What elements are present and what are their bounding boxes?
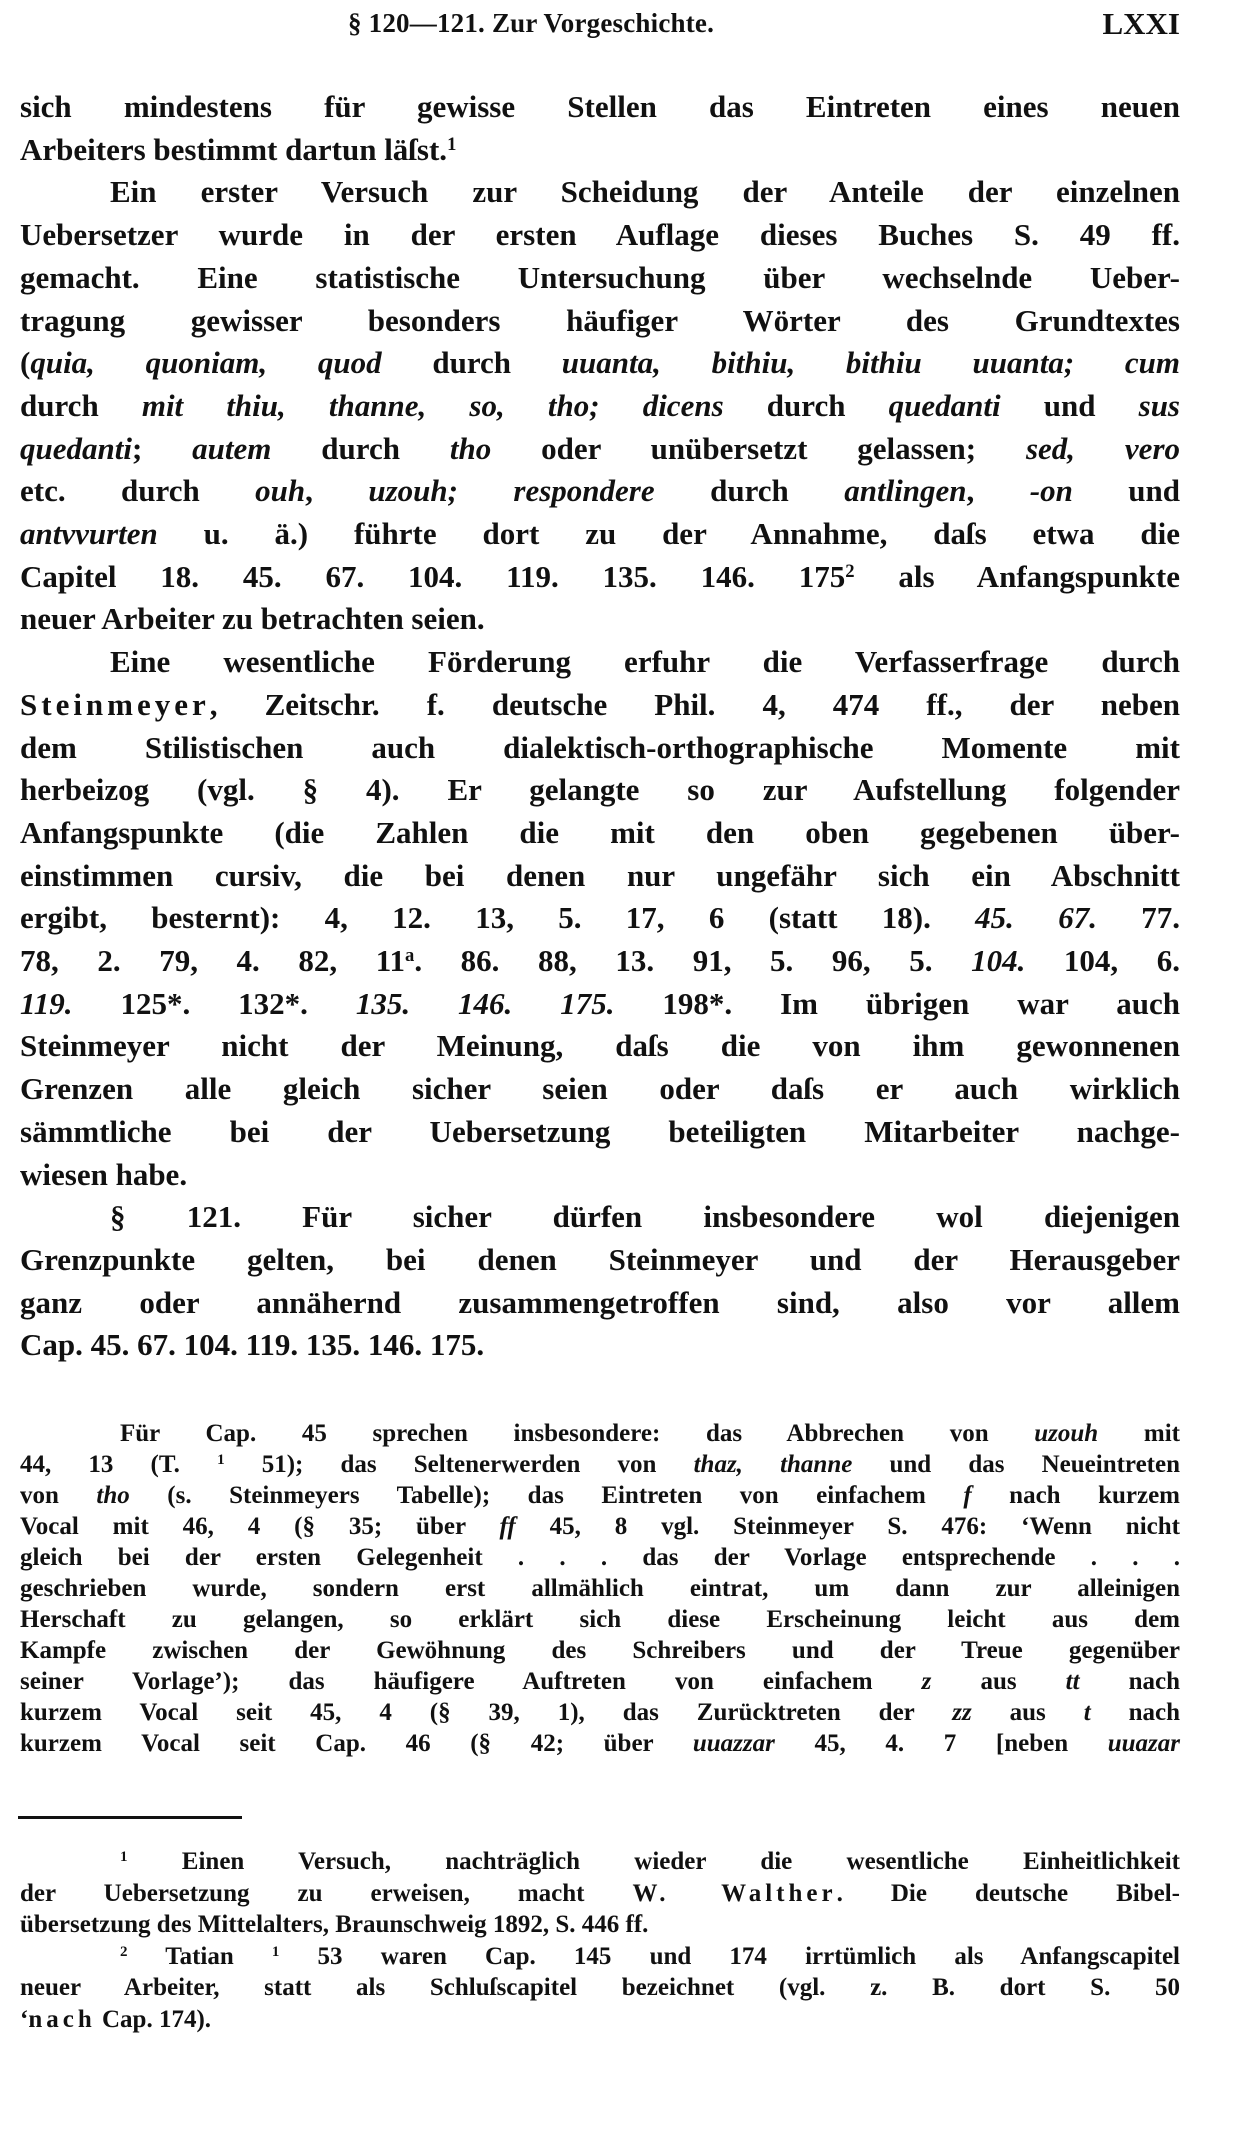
text-run: 45, 4. 7 [neben bbox=[774, 1730, 1108, 1757]
text-run: herbeizog (vgl. § 4). Er gelangte so zur Aufstellung folgender bbox=[20, 772, 1180, 808]
text-run: von bbox=[20, 1482, 97, 1509]
text-run: Eine wesentliche Förderung erfuhr die Verfasserfrage durch bbox=[110, 644, 1180, 680]
footnote-line bbox=[20, 2004, 1180, 2036]
text-run: seiner Vorlage’); das häufigere Auftreten von einfachem bbox=[20, 1668, 922, 1695]
italic-text: tho bbox=[96, 1482, 130, 1509]
text-run: durch bbox=[381, 345, 562, 381]
running-head-title: § 120—121. Zur Vorgeschichte. bbox=[348, 8, 715, 38]
body-line bbox=[20, 257, 1180, 299]
body-line bbox=[20, 684, 1180, 726]
text-run: aus bbox=[931, 1668, 1066, 1695]
italic-text: 45. 67. bbox=[975, 900, 1097, 936]
italic-text: zz bbox=[952, 1699, 972, 1726]
body-line bbox=[20, 171, 1180, 213]
body-line bbox=[20, 513, 1180, 555]
italic-text: z bbox=[921, 1668, 932, 1695]
text-run: Capitel 18. 45. 67. 104. 119. 135. 146. 175 bbox=[20, 558, 846, 594]
text-run: Steinmeyer nicht der Meinung, daſs die von ihm gewonnenen bbox=[20, 1028, 1180, 1064]
page-number: LXXI bbox=[1102, 6, 1180, 41]
footnote-marker: a bbox=[405, 944, 415, 966]
text-run: 104, 6. bbox=[1025, 943, 1180, 978]
small-print-line bbox=[20, 1542, 1180, 1574]
italic-text: sed, vero bbox=[1025, 430, 1181, 466]
text-run: Anfangspunkte (die Zahlen die mit den oben gegebenen über- bbox=[20, 814, 1180, 850]
footnote-marker: 1 bbox=[120, 1848, 128, 1865]
text-run: wiesen habe. bbox=[20, 1156, 188, 1192]
spaced-name: nach bbox=[28, 2005, 96, 2033]
small-print-line bbox=[20, 1604, 1180, 1636]
text-run: Tatian bbox=[127, 1942, 272, 1970]
footnote-line bbox=[20, 1909, 1180, 1941]
body-line bbox=[20, 769, 1180, 811]
italic-text: 104. bbox=[971, 943, 1026, 978]
text-run: neuer Arbeiter, statt als Schluſscapitel bezeichnet (vgl. z. B. dort S. 50 bbox=[20, 1974, 1180, 2001]
footnote-marker: 2 bbox=[845, 560, 855, 582]
body-line bbox=[20, 641, 1180, 683]
text-run: und bbox=[1000, 387, 1139, 423]
small-print-line bbox=[20, 1418, 1180, 1450]
text-run: geschrieben wurde, sondern erst allmählich eintrat, um dann zur alleinigen bbox=[20, 1575, 1180, 1602]
text-run: kurzem Vocal seit Cap. 46 (§ 42; über bbox=[20, 1730, 693, 1757]
body-line bbox=[20, 812, 1180, 854]
footnote-line bbox=[20, 1878, 1180, 1910]
text-run: 125*. 132*. bbox=[72, 985, 356, 1021]
text-run: und bbox=[1072, 473, 1180, 509]
text-run: Herschaft zu gelangen, so erklärt sich diese Erscheinung leicht aus dem bbox=[20, 1606, 1180, 1633]
small-print-line bbox=[20, 1573, 1180, 1605]
text-run: 44, 13 (T. bbox=[20, 1451, 218, 1478]
text-run: ergibt, besternt): 4, 12. 13, 5. 17, 6 (statt 18). bbox=[20, 900, 976, 936]
small-print-line bbox=[20, 1449, 1180, 1481]
text-run: Cap. 45. 67. 104. 119. 135. 146. 175. bbox=[20, 1327, 485, 1363]
text-run: einstimmen cursiv, die bei denen nur ungefähr sich ein Abschnitt bbox=[20, 857, 1180, 893]
italic-text: antlingen bbox=[844, 473, 967, 509]
text-run: ganz oder annähernd zusammengetroffen sind, also vor allem bbox=[20, 1284, 1180, 1320]
italic-text: sus bbox=[1138, 387, 1180, 423]
body-line bbox=[20, 1282, 1180, 1324]
body-line bbox=[20, 300, 1180, 342]
text-run: dem Stilistischen auch dialektisch-orthographische Momente mit bbox=[20, 729, 1180, 765]
italic-text: 119. bbox=[20, 985, 73, 1021]
italic-text: quedanti bbox=[20, 430, 132, 466]
body-line bbox=[20, 342, 1180, 384]
small-print-line bbox=[20, 1666, 1180, 1698]
small-print-line bbox=[20, 1480, 1180, 1512]
text-run: als Anfangspunkte bbox=[854, 558, 1180, 594]
text-run: ( bbox=[20, 345, 31, 381]
text-run: übersetzung des Mittelalters, Braunschweig 1892, S. 446 ff. bbox=[20, 1911, 649, 1938]
body-line bbox=[20, 385, 1180, 427]
text-run: durch bbox=[271, 430, 450, 466]
spaced-name: Steinmeyer bbox=[20, 686, 210, 722]
text-run: gleich bei der ersten Gelegenheit . . . das der Vorlage entsprechende . . . bbox=[20, 1544, 1180, 1571]
italic-text: ouh bbox=[255, 473, 306, 509]
text-run: 77. bbox=[1096, 900, 1181, 936]
text-run: und das Neueintreten bbox=[852, 1451, 1180, 1478]
body-line bbox=[20, 1025, 1180, 1067]
text-run: , bbox=[305, 473, 369, 509]
text-run: Grenzpunkte gelten, bei denen Steinmeyer und der Herausgeber bbox=[20, 1241, 1180, 1277]
footnote-line bbox=[20, 1972, 1180, 2004]
body-line bbox=[20, 983, 1180, 1025]
footnote-marker: 1 bbox=[271, 1943, 280, 1960]
italic-text: quedanti bbox=[888, 387, 1001, 423]
footnote-line bbox=[20, 1846, 1180, 1878]
text-run: (s. Steinmeyers Tabelle); das Eintreten von einfachem bbox=[129, 1482, 964, 1509]
text-run: 45, 8 vgl. Steinmeyer S. 476: ‘Wenn nicht bbox=[515, 1513, 1180, 1540]
text-run: ‘ bbox=[20, 2005, 29, 2033]
body-line bbox=[20, 86, 1180, 128]
italic-text: -on bbox=[1029, 473, 1073, 509]
text-run: etc. durch bbox=[20, 473, 256, 509]
body-line bbox=[20, 598, 1180, 640]
running-head bbox=[0, 8, 1244, 48]
italic-text: t bbox=[1083, 1699, 1091, 1726]
small-print-line bbox=[20, 1635, 1180, 1667]
text-run: 78, 2. 79, 4. 82, 11 bbox=[20, 943, 406, 978]
text-run: mit bbox=[1098, 1420, 1180, 1447]
text-run: . Die deutsche Bibel- bbox=[836, 1879, 1180, 1907]
text-run: Grenzen alle gleich sicher seien oder daſs er auch wirklich bbox=[20, 1071, 1180, 1107]
text-run: § 121. Für sicher dürfen insbesondere wol diejenigen bbox=[110, 1199, 1180, 1235]
italic-text: autem bbox=[192, 430, 272, 466]
italic-text: uuanta, bithiu, bithiu uuanta; cum bbox=[561, 345, 1181, 381]
italic-text: quia, quoniam, quod bbox=[30, 345, 382, 381]
italic-text: antvvurten bbox=[20, 516, 158, 551]
body-line bbox=[20, 1196, 1180, 1238]
italic-text: 135. 146. 175. bbox=[355, 985, 615, 1021]
text-run: nach bbox=[1090, 1699, 1181, 1726]
text-run: 51); das Seltenerwerden von bbox=[224, 1451, 694, 1478]
body-line bbox=[20, 1324, 1180, 1366]
text-run: Kampfe zwischen der Gewöhnung des Schreibers und der Treue gegenüber bbox=[20, 1637, 1180, 1664]
body-line bbox=[20, 1154, 1180, 1196]
body-line bbox=[20, 428, 1180, 470]
text-run: nach bbox=[1079, 1668, 1181, 1695]
text-run: Uebersetzer wurde in der ersten Auflage dieses Buches S. 49 ff. bbox=[20, 217, 1180, 253]
body-line bbox=[20, 556, 1180, 598]
text-run: kurzem Vocal seit 45, 4 (§ 39, 1), das Zurücktreten der bbox=[20, 1699, 953, 1726]
body-line bbox=[20, 214, 1180, 256]
text-run: durch bbox=[723, 387, 889, 423]
footnote-rule bbox=[18, 1816, 242, 1819]
body-line bbox=[20, 470, 1180, 512]
body-line bbox=[20, 855, 1180, 897]
text-run: Ein erster Versuch zur Scheidung der Anteile der einzelnen bbox=[110, 174, 1180, 210]
text-run: , Zeitschr. f. deutsche Phil. 4, 474 ff., der neben bbox=[209, 686, 1180, 722]
italic-text: tho bbox=[449, 430, 492, 466]
footnote-marker: 1 bbox=[217, 1451, 225, 1468]
small-print-line bbox=[20, 1728, 1180, 1760]
text-run: gemacht. Eine statistische Untersuchung über wechselnde Ueber- bbox=[20, 259, 1180, 295]
body-line bbox=[20, 1068, 1180, 1110]
text-run: Arbeiters bestimmt dartun läſst. bbox=[20, 131, 448, 167]
text-run: durch bbox=[20, 387, 142, 423]
text-run: aus bbox=[971, 1699, 1084, 1726]
italic-text: tt bbox=[1065, 1668, 1080, 1695]
italic-text: ff bbox=[499, 1513, 516, 1540]
italic-text: thaz, thanne bbox=[693, 1451, 853, 1478]
body-line bbox=[20, 1239, 1180, 1281]
text-run: ; bbox=[131, 430, 193, 466]
text-run: u. ä.) führte dort zu der Annahme, daſs etwa die bbox=[157, 516, 1180, 551]
text-run: , bbox=[966, 473, 1030, 509]
text-run: Vocal mit 46, 4 (§ 35; über bbox=[20, 1513, 500, 1540]
text-run: oder unübersetzt gelassen; bbox=[491, 430, 1026, 466]
body-line bbox=[20, 129, 1180, 171]
italic-text: uuazar bbox=[1107, 1730, 1180, 1757]
italic-text: uuazzar bbox=[692, 1730, 775, 1757]
italic-text: uzouh; respondere bbox=[368, 473, 655, 509]
italic-text: uzouh bbox=[1034, 1420, 1099, 1447]
text-run: der Uebersetzung zu erweisen, macht bbox=[20, 1879, 633, 1907]
text-run: 53 waren Cap. 145 und 174 irrtümlich als Anfangscapitel bbox=[279, 1942, 1180, 1970]
small-print-line bbox=[20, 1511, 1180, 1543]
text-run: tragung gewisser besonders häufiger Wörter des Grundtextes bbox=[20, 302, 1180, 338]
text-run: durch bbox=[654, 473, 845, 509]
text-run: Für Cap. 45 sprechen insbesondere: das Abbrechen von bbox=[120, 1420, 1035, 1447]
spaced-name: W. Walther bbox=[632, 1879, 837, 1907]
italic-text: f bbox=[963, 1482, 972, 1509]
body-line bbox=[20, 727, 1180, 769]
text-run: 198*. Im übrigen war auch bbox=[614, 985, 1180, 1021]
text-run: . 86. 88, 13. 91, 5. 96, 5. bbox=[414, 943, 972, 978]
footnote-marker: 1 bbox=[447, 133, 457, 155]
body-line bbox=[20, 1111, 1180, 1153]
small-print-line bbox=[20, 1697, 1180, 1729]
body-line bbox=[20, 897, 1180, 939]
body-line bbox=[20, 940, 1180, 982]
footnote-marker: 2 bbox=[120, 1943, 128, 1960]
footnote-line bbox=[20, 1941, 1180, 1973]
text-run: Cap. 174). bbox=[95, 2005, 212, 2033]
text-run: nach kurzem bbox=[971, 1482, 1181, 1509]
text-run: neuer Arbeiter zu betrachten seien. bbox=[20, 601, 485, 637]
text-run: sämmtliche bei der Uebersetzung beteiligten Mitarbeiter nachge- bbox=[20, 1113, 1180, 1149]
text-run: sich mindestens für gewisse Stellen das Eintreten eines neuen bbox=[20, 89, 1180, 124]
text-run: Einen Versuch, nachträglich wieder die wesentliche Einheitlichkeit bbox=[127, 1848, 1180, 1875]
italic-text: mit thiu, thanne, so, tho; dicens bbox=[141, 387, 724, 423]
